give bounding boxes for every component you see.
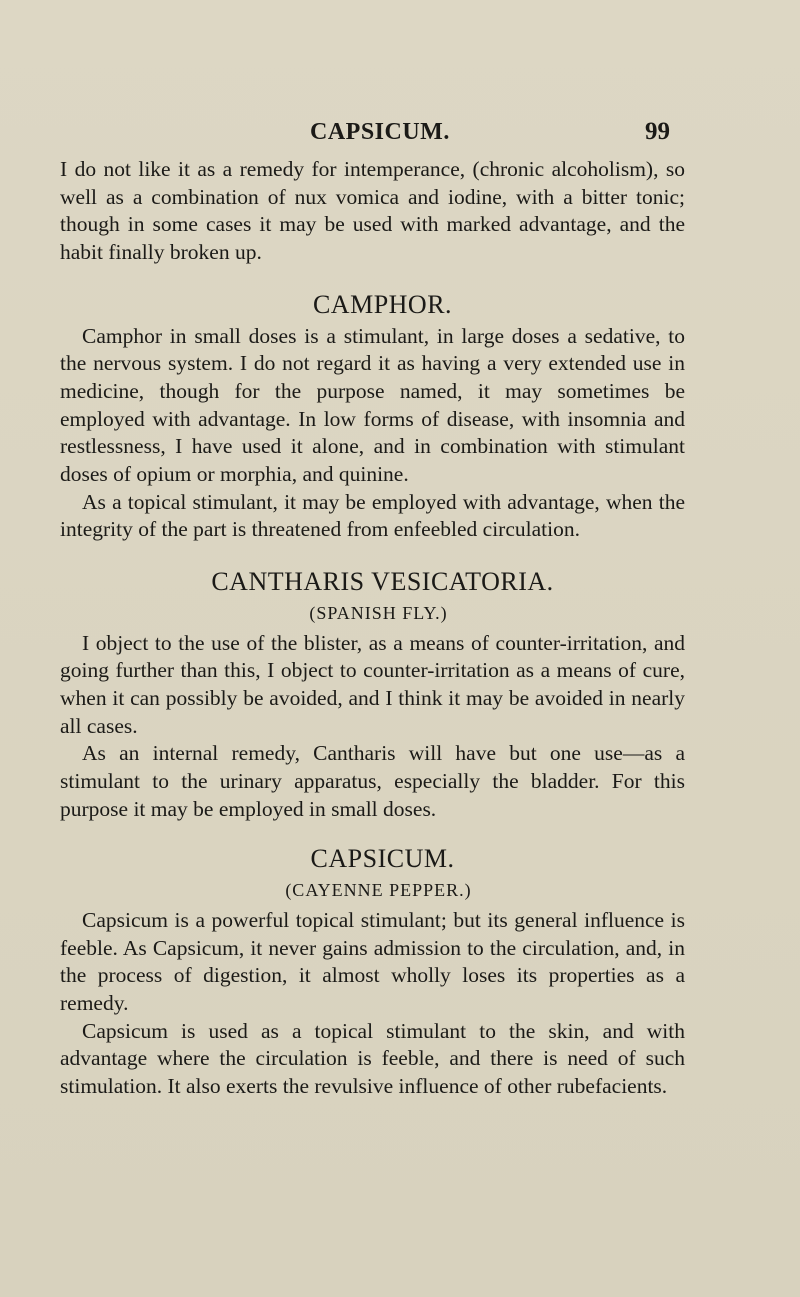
section-title-camphor: CAMPHOR. <box>312 289 453 319</box>
page-body <box>60 156 685 1101</box>
section-subtitle-capsicum: (CAYENNE PEPPER.) <box>285 880 472 901</box>
running-header <box>310 118 670 146</box>
cantharis-paragraph-1: I object to the use of the blister, as a means of counter-irritation, and going further than this, I object to counter-irritation as a means of cure, when it can possibly be avoided, and I think it may be avoided in nearly all cases. <box>60 630 685 738</box>
cantharis-paragraph-2: As an internal remedy, Cantharis will have but one use—as a stimulant to the urinary apparatus, especially the bladder. For this purpose it may be employed in small doses. <box>60 741 685 821</box>
camphor-paragraph-1: Camphor in small doses is a stimulant, in large doses a sedative, to the nervous system. I do not regard it as having a very extended use in medicine, though for the purpose named, it may sometimes be employed with advantage. In low forms of disease, with insomnia and restlessness, I have used it alone, and in combination with stimulant doses of opium or morphia, and quinine. <box>60 323 685 487</box>
capsicum-paragraph-2: Capsicum is used as a topical stimulant to the skin, and with advantage where the circulation is feeble, and there is need of such stimulation. It also exerts the revulsive influence of other rubefacients. <box>60 1018 685 1099</box>
running-title: CAPSICUM. <box>310 119 450 145</box>
page-number: 99 <box>645 118 670 145</box>
capsicum-paragraph-1: Capsicum is a powerful topical stimulant; but its general influence is feeble. As Capsicum, it never gains admission to the circulation, and, in the process of digestion, it almost wholly loses its properties as a remedy. <box>60 907 685 1015</box>
intro-paragraph: I do not like it as a remedy for intemperance, (chronic alcoholism), so well as a combination of nux vomica and iodine, with a bitter tonic; though in some cases it may be used with marked advantage, and the habit finally broken up. <box>60 157 685 265</box>
camphor-paragraph-2: As a topical stimulant, it may be employed with advantage, when the integrity of the part is threatened from enfeebled circulation. <box>60 489 685 542</box>
section-title-capsicum: CAPSICUM. <box>310 844 455 874</box>
section-title-cantharis: CANTHARIS VESICATORIA. <box>211 567 554 597</box>
section-subtitle-cantharis: (SPANISH FLY.) <box>309 602 448 623</box>
